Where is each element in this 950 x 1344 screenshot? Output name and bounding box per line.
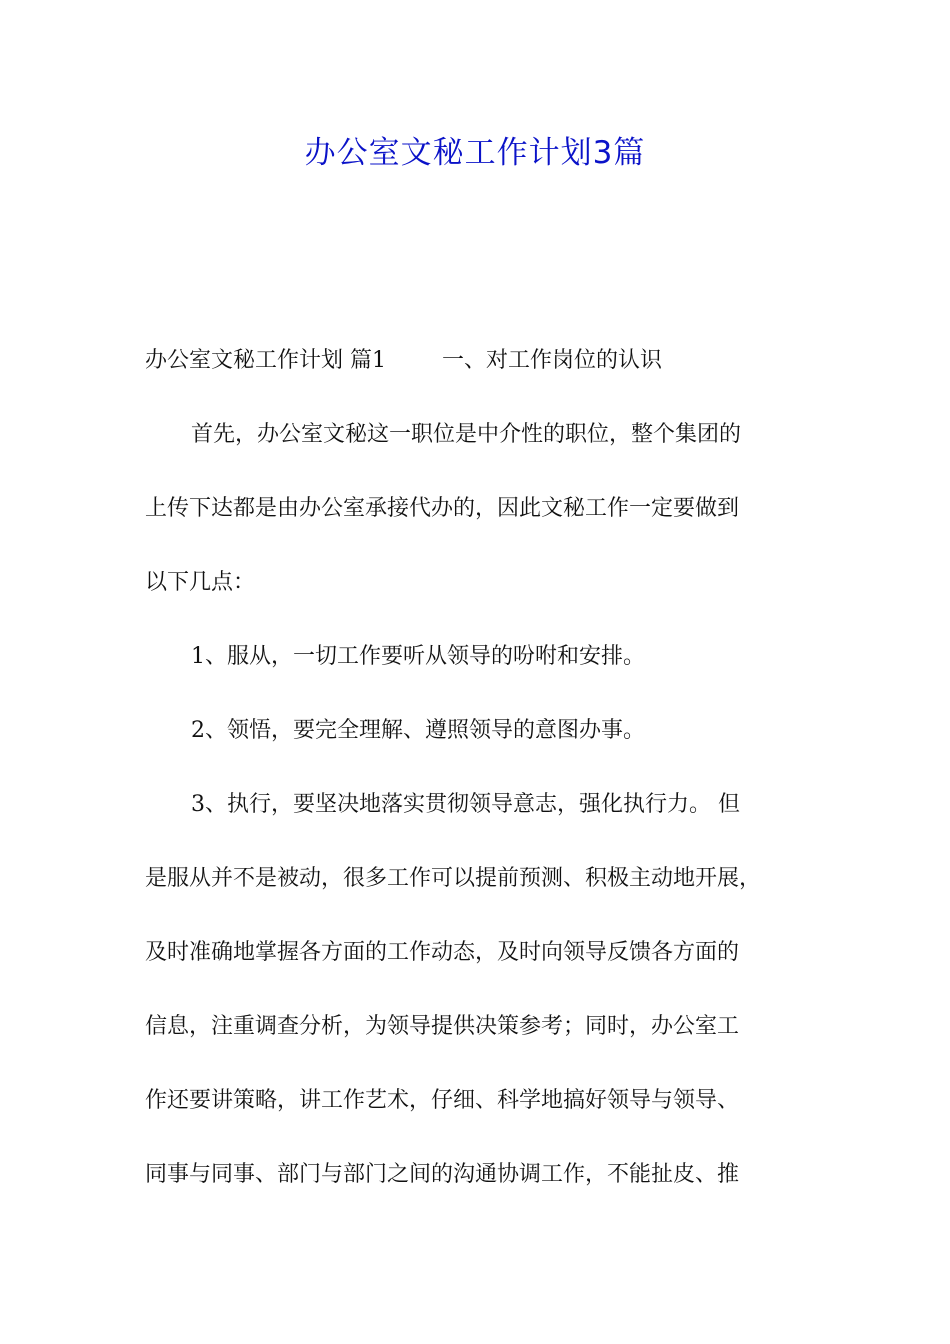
section-label: 一、对工作岗位的认识 <box>442 348 663 373</box>
list-item-line: 1、服从，一切工作要听从领导的吩咐和安排。 <box>191 644 645 669</box>
paragraph-line: 同事与同事、部门与部门之间的沟通协调工作，不能扯皮、推 <box>145 1162 740 1187</box>
list-item-line: 3、执行，要坚决地落实贯彻领导意志，强化执行力。 但 <box>191 792 740 817</box>
paragraph-line: 上传下达都是由办公室承接代办的，因此文秘工作一定要做到 <box>145 496 740 521</box>
document-body <box>145 335 835 1223</box>
list-item-line: 2、领悟，要完全理解、遵照领导的意图办事。 <box>191 718 645 743</box>
paragraph-line: 是服从并不是被动，很多工作可以提前预测、积极主动地开展， <box>145 866 762 891</box>
section-heading-line <box>145 335 835 409</box>
paragraph-line: 及时准确地掌握各方面的工作动态，及时向领导反馈各方面的 <box>145 940 740 965</box>
paragraph-line: 作还要讲策略，讲工作艺术，仔细、科学地搞好领导与领导、 <box>145 1088 740 1113</box>
paragraph-line: 首先，办公室文秘这一职位是中介性的职位，整个集团的 <box>191 422 742 447</box>
paragraph-line: 以下几点： <box>145 570 256 595</box>
plan-label: 办公室文秘工作计划 篇1 <box>145 348 386 373</box>
document-title: 办公室文秘工作计划3篇 <box>304 135 646 171</box>
paragraph-line: 信息，注重调查分析，为领导提供决策参考；同时，办公室工 <box>145 1014 740 1039</box>
